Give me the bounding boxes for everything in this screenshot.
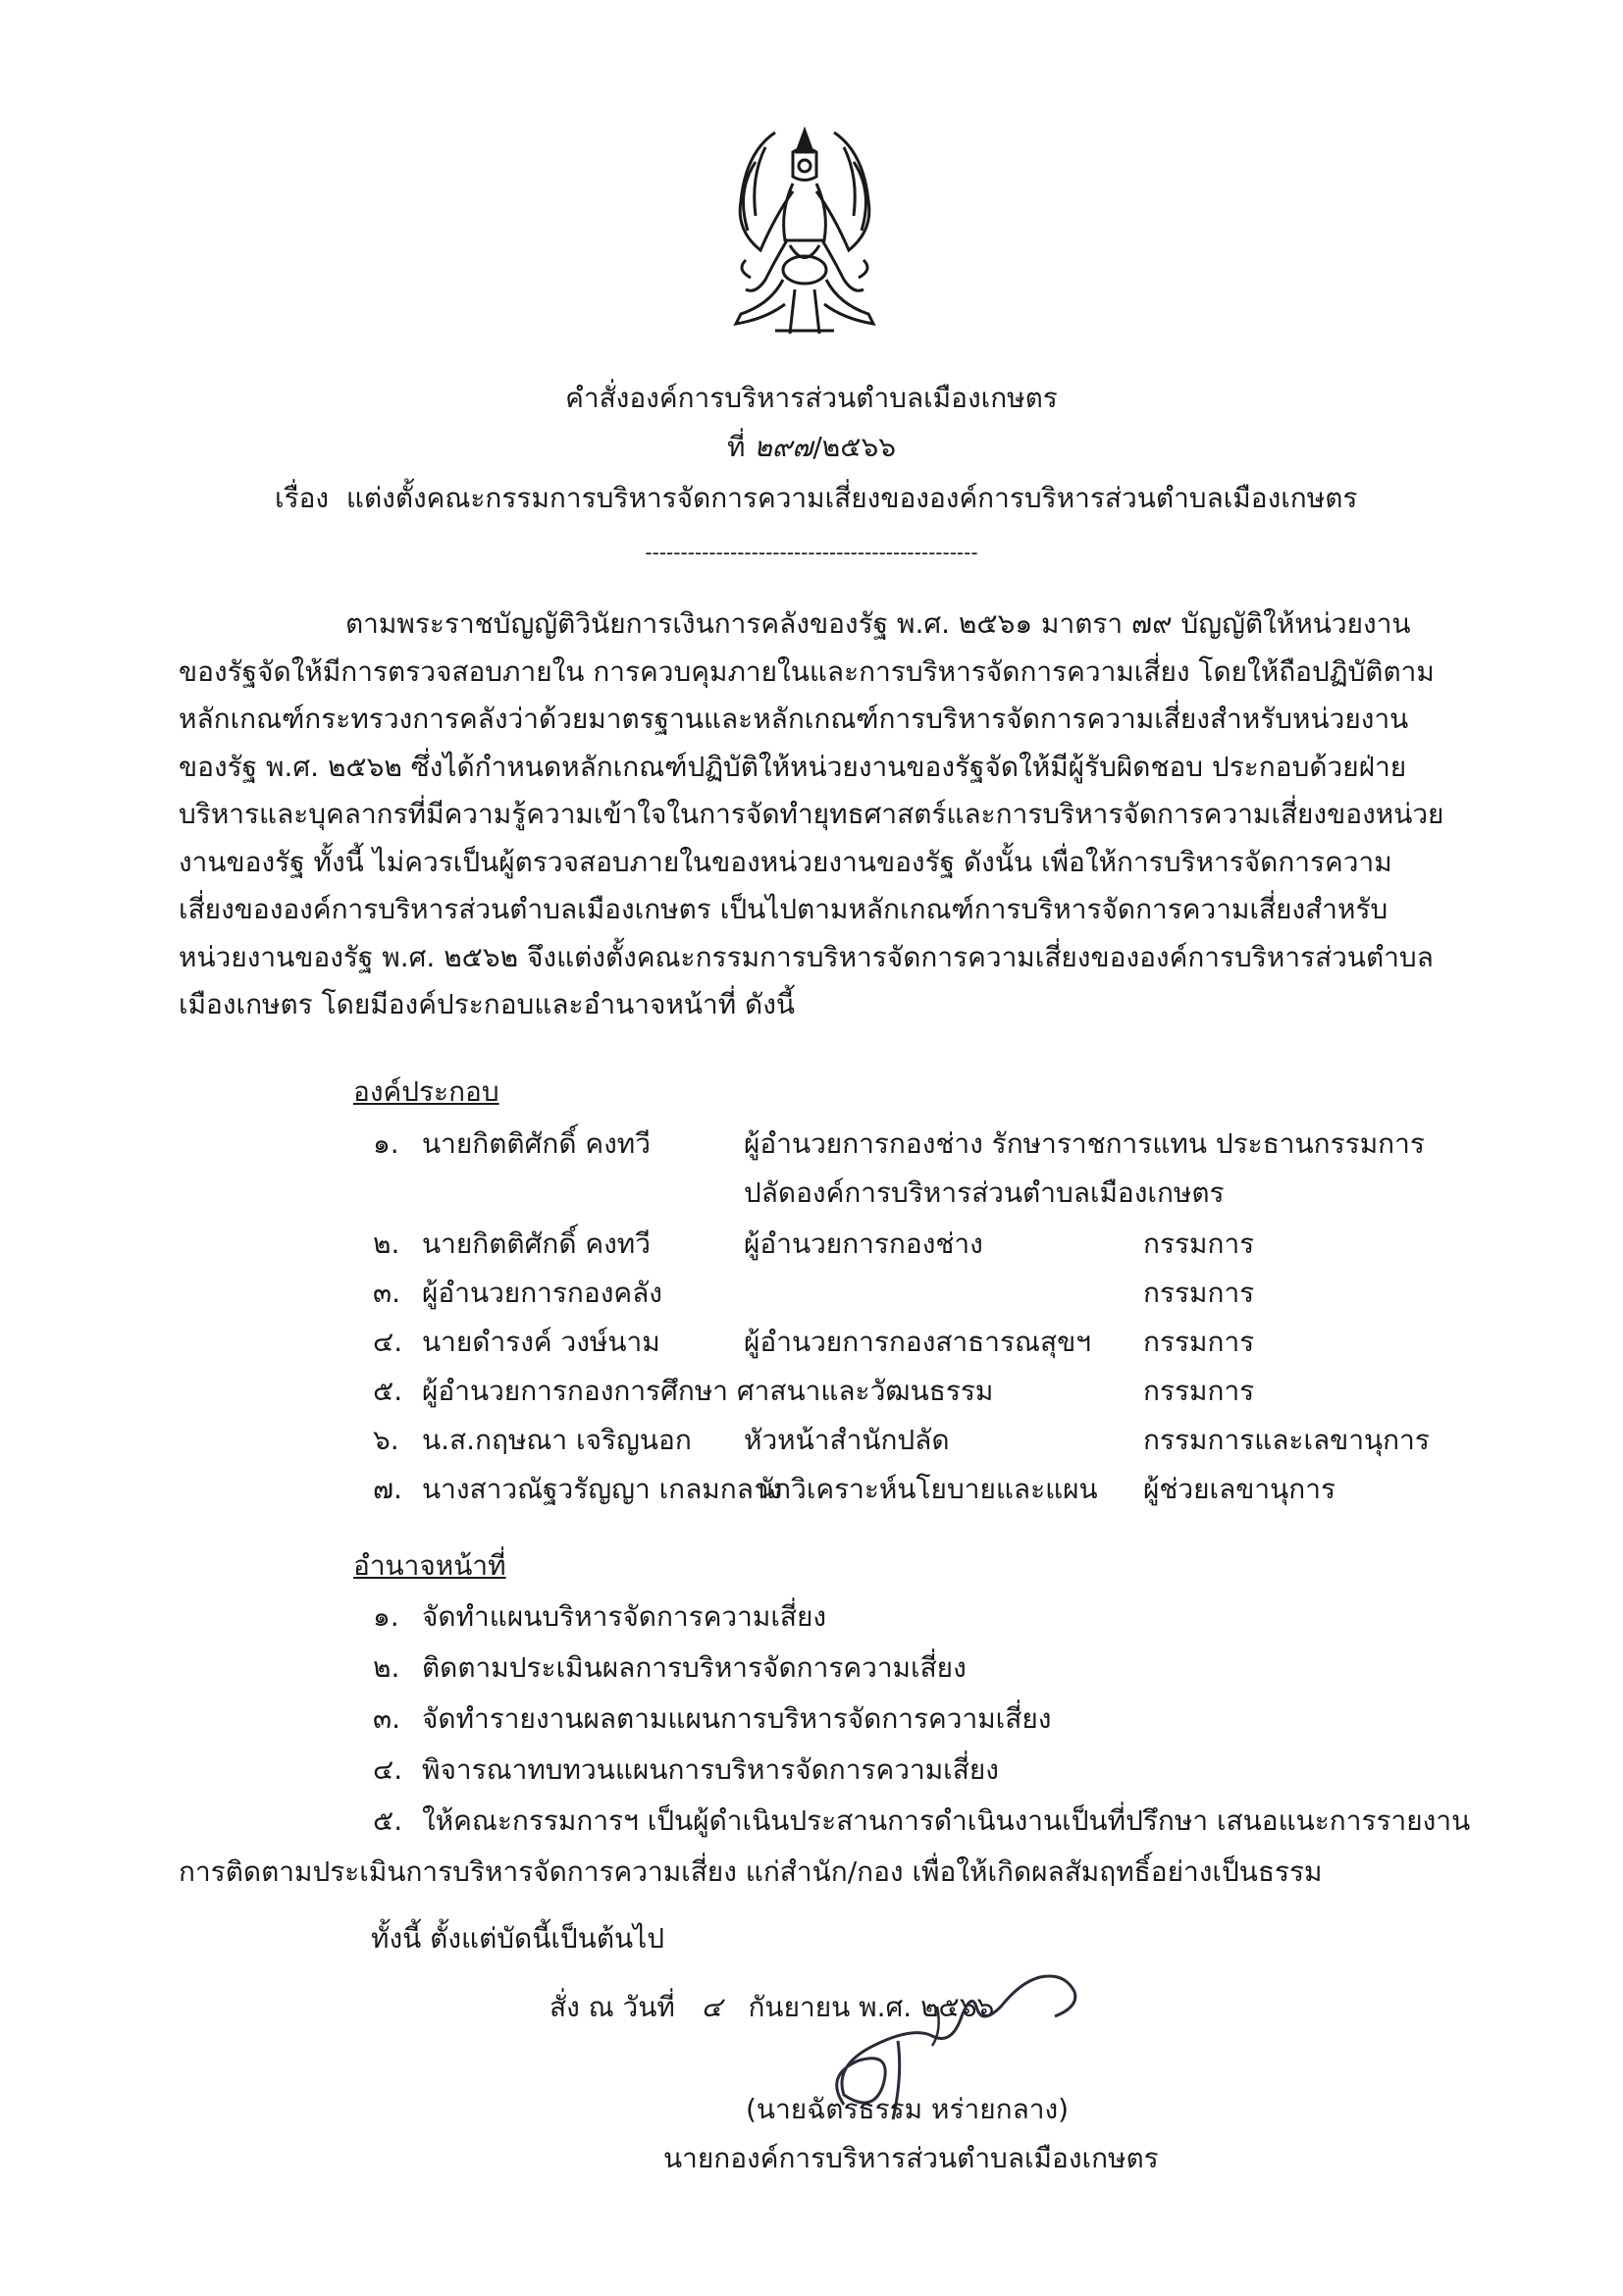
order-subject xyxy=(275,481,1357,516)
subject-text: แต่งตั้งคณะกรรมการบริหารจัดการความเสี่ยงขององค์การบริหารส่วนตำบลเมืองเกษตร xyxy=(345,482,1358,514)
composition-heading: องค์ประกอบ xyxy=(353,1075,499,1108)
duty-no: ๕. xyxy=(373,1804,403,1837)
member-name: ผู้อำนวยการกองการศึกษา ศาสนาและวัฒนธรรม xyxy=(422,1375,994,1407)
member-no: ๗. xyxy=(373,1473,402,1505)
order-number-prefix: ที่ xyxy=(726,431,746,463)
member-name: นายดำรงค์ วงษ์นาม xyxy=(422,1326,660,1358)
date-month-year: กันยายน พ.ศ. ๒๕๖๖ xyxy=(748,1991,995,2023)
member-no: ๔. xyxy=(373,1326,403,1358)
member-role: กรรมการ xyxy=(1143,1277,1255,1309)
duty-no: ๓. xyxy=(373,1702,401,1735)
member-position: ผู้อำนวยการกองสาธารณสุขฯ xyxy=(744,1326,1091,1358)
member-name: นายกิตติศักดิ์ คงทวี xyxy=(422,1127,651,1160)
subject-label: เรื่อง xyxy=(275,482,330,514)
duty-text: ให้คณะกรรมการฯ เป็นผู้ดำเนินประสานการดำเนินงานเป็นที่ปรึกษา เสนอแนะการรายงาน xyxy=(422,1804,1471,1837)
date-prefix: สั่ง ณ วันที่ xyxy=(550,1991,675,2023)
member-role: ผู้ช่วยเลขานุการ xyxy=(1143,1473,1335,1505)
member-no: ๖. xyxy=(373,1424,399,1456)
duty-text: จัดทำรายงานผลตามแผนการบริหารจัดการความเสี่ยง xyxy=(422,1702,1052,1735)
member-no: ๓. xyxy=(373,1277,401,1309)
order-number-handwritten: ๒๙๗ xyxy=(754,431,813,463)
member-role: กรรมการ xyxy=(1143,1375,1255,1407)
member-role: กรรมการ xyxy=(1143,1326,1255,1358)
header-separator: ----------------------------------------------- xyxy=(645,541,978,564)
member-position: หัวหน้าสำนักปลัด xyxy=(744,1424,950,1456)
member-position: นักวิเคราะห์นโยบายและแผน xyxy=(756,1473,1098,1505)
order-number xyxy=(0,430,1623,465)
garuda-emblem-icon xyxy=(707,123,903,343)
signatory-title: นายกองค์การบริหารส่วนตำบลเมืองเกษตร xyxy=(663,2142,1159,2174)
date-day-handwritten: ๔ xyxy=(701,1991,722,2023)
duty-no: ๔. xyxy=(373,1753,403,1786)
member-position: ผู้อำนวยการกองช่าง xyxy=(744,1227,983,1260)
duty-text: ติดตามประเมินผลการบริหารจัดการความเสี่ยง xyxy=(422,1651,967,1684)
member-no: ๕. xyxy=(373,1375,403,1407)
member-role: กรรมการ xyxy=(1143,1227,1255,1260)
member-no: ๑. xyxy=(373,1127,399,1160)
member-name: นางสาวณัฐวรัญญา เกลมกลาง xyxy=(422,1473,783,1505)
order-number-suffix: /๒๕๖๖ xyxy=(812,431,897,463)
member-name: น.ส.กฤษณา เจริญนอก xyxy=(422,1424,692,1456)
duty-text: พิจารณาทบทวนแผนการบริหารจัดการความเสี่ยง xyxy=(422,1753,999,1786)
duty-text: จัดทำแผนบริหารจัดการความเสี่ยง xyxy=(422,1600,827,1633)
duties-heading: อำนาจหน้าที่ xyxy=(353,1549,506,1582)
member-name: ผู้อำนวยการกองคลัง xyxy=(422,1277,662,1309)
signatory-name: (นายฉัตรธรรม หร่ายกลาง) xyxy=(746,2093,1070,2125)
member-name: นายกิตติศักดิ์ คงทวี xyxy=(422,1227,651,1260)
body-paragraph xyxy=(179,600,1444,1029)
effective-statement: ทั้งนี้ ตั้งแต่บัดนี้เป็นต้นไป xyxy=(371,1922,665,1955)
member-no: ๒. xyxy=(373,1227,400,1260)
order-heading: คำสั่งองค์การบริหารส่วนตำบลเมืองเกษตร xyxy=(565,382,1058,414)
member-position: ผู้อำนวยการกองช่าง รักษาราชการแทน ประธานกรรมการ xyxy=(744,1127,1425,1160)
body-paragraph-text: ตามพระราชบัญญัติวินัยการเงินการคลังของรัฐ พ.ศ. ๒๕๖๑ มาตรา ๗๙ บัญญัติให้หน่วยงานของรัฐจัดให้มีการตรวจสอบภายใน การควบคุมภายในและการบริหารจัดการความเสี่ยง โดยให้ถือปฏิบัติตามหลักเกณฑ์กระทรวงการคลังว่าด้วยมาตรฐานและหลักเกณฑ์การบริหารจัดการความเสี่ยงสำหรับหน่วยงานของรัฐ พ.ศ. ๒๕๖๒ ซึ่งได้กำหนดหลักเกณฑ์ปฏิบัติให้หน่วยงานของรัฐจัดให้มีผู้รับผิดชอบ ประกอบด้วยฝ่ายบริหารและบุคลากรที่มีความรู้ความเข้าใจในการจัดทำยุทธศาสตร์และการบริหารจัดการความเสี่ยงของหน่วยงานของรัฐ ทั้งนี้ ไม่ควรเป็นผู้ตรวจสอบภายในของหน่วยงานของรัฐ ดังนั้น เพื่อให้การบริหารจัดการความเสี่ยงขององค์การบริหารส่วนตำบลเมืองเกษตร เป็นไปตามหลักเกณฑ์การบริหารจัดการความเสี่ยงสำหรับหน่วยงานของรัฐ พ.ศ. ๒๕๖๒ จึงแต่งตั้งคณะกรรมการบริหารจัดการความเสี่ยงขององค์การบริหารส่วนตำบลเมืองเกษตร โดยมีองค์ประกอบและอำนาจหน้าที่ ดังนี้ xyxy=(179,607,1444,1020)
duty-no: ๑. xyxy=(373,1600,399,1633)
duty-text-line2: การติดตามประเมินการบริหารจัดการความเสี่ยง แก่สำนัก/กอง เพื่อให้เกิดผลสัมฤทธิ์อย่างเป็นธรรม xyxy=(179,1855,1323,1888)
duty-no: ๒. xyxy=(373,1651,400,1684)
member-position-line2: ปลัดองค์การบริหารส่วนตำบลเมืองเกษตร xyxy=(744,1176,1225,1209)
member-role: กรรมการและเลขานุการ xyxy=(1143,1424,1430,1456)
